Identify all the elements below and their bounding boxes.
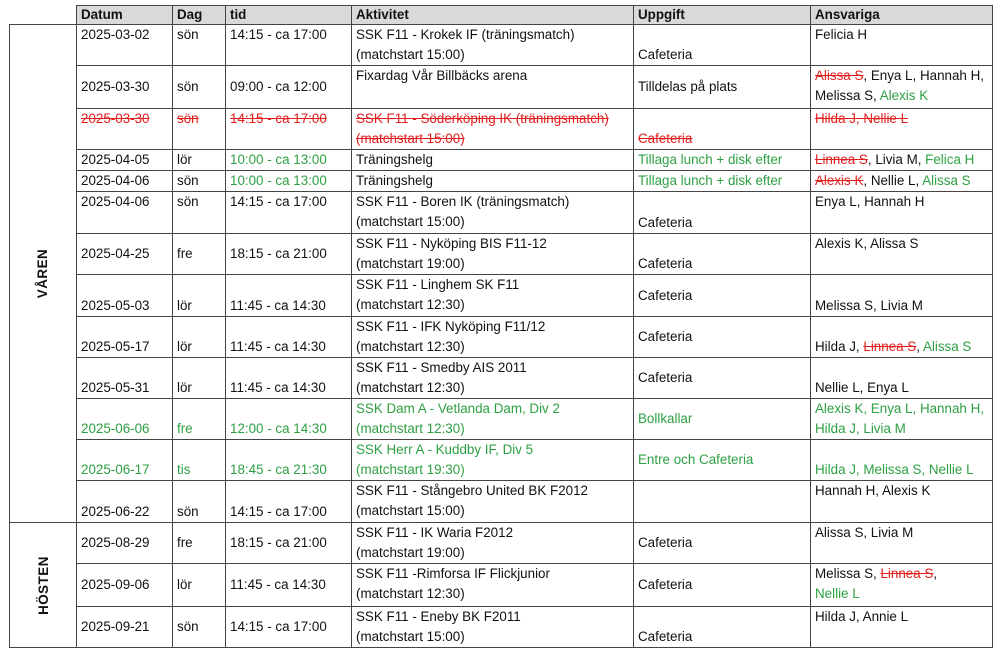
activity-line: (matchstart 19:00) [356,256,465,271]
date-cell: 2025-04-06 [77,192,173,234]
activity-line: SSK Herr A - Kuddby IF, Div 5 [356,442,534,457]
task-cell: Cafeteria [634,564,811,607]
task-cell: Cafeteria [634,607,811,648]
person-name: Linnea S [880,566,934,581]
task-cell: Bollkallar [634,399,811,440]
person-name: Hilda J, Nellie L [815,111,909,126]
task-cell: Cafeteria [634,358,811,399]
time-cell: 18:45 - ca 21:30 [226,440,352,481]
day-cell: lör [173,150,226,171]
day-cell: sön [173,171,226,192]
responsible-line [815,399,988,419]
activity-cell [352,440,634,481]
activity-cell [352,399,634,440]
task-cell: Cafeteria [634,275,811,317]
date-cell: 2025-09-06 [77,564,173,607]
task-cell: Cafeteria [634,192,811,234]
time-cell: 10:00 - ca 13:00 [226,150,352,171]
time-cell: 14:15 - ca 17:00 [226,481,352,523]
table-row [10,523,993,564]
activity-line: (matchstart 12:30) [356,586,465,601]
activity-line: SSK F11 - IFK Nyköping F11/12 [356,319,546,334]
day-cell: lör [173,317,226,358]
person-name: Hilda J, Livia M [815,421,906,436]
date-cell: 2025-05-31 [77,358,173,399]
activity-cell [352,564,634,607]
table-row [10,564,993,607]
activity-line: SSK F11 - Stångebro United BK F2012 [356,483,588,498]
responsible-cell [811,66,993,109]
table-row [10,481,993,523]
person-name: , [933,566,938,581]
activity-line: (matchstart 15:00) [356,629,465,644]
table-row [10,150,993,171]
activity-line: (matchstart 19:30) [356,462,465,477]
header-corner [10,6,77,25]
person-name: , [916,339,923,354]
day-cell: sön [173,66,226,109]
task-cell: Cafeteria [634,317,811,358]
responsible-line [815,419,988,439]
date-cell: 2025-05-03 [77,275,173,317]
person-name: Felica H [925,152,975,167]
responsible-cell [811,481,993,523]
activity-line: (matchstart 15:00) [356,131,465,146]
task-cell: Tilldelas på plats [634,66,811,109]
person-name: Alissa S [922,339,972,354]
day-cell: sön [173,192,226,234]
day-cell: fre [173,234,226,275]
time-cell: 18:15 - ca 21:00 [226,234,352,275]
day-cell: lör [173,358,226,399]
time-cell: 14:15 - ca 17:00 [226,607,352,648]
activity-line: SSK F11 -Rimforsa IF Flickjunior [356,566,550,581]
responsible-cell [811,399,993,440]
responsible-cell [811,109,993,150]
day-cell: fre [173,523,226,564]
activity-line: SSK F11 - Eneby BK F2011 [356,609,521,624]
task-cell [634,481,811,523]
header-aktivitet: Aktivitet [352,6,634,25]
table-row [10,25,993,66]
person-name: Alexis K [815,173,864,188]
responsible-line [815,25,988,45]
person-name: Enya L, Hannah H [815,194,925,209]
table-row [10,171,993,192]
responsible-cell [811,234,993,275]
person-name: Alissa S, Livia M [815,525,914,540]
activity-line: SSK F11 - Nyköping BIS F11-12 [356,236,547,251]
day-cell: lör [173,564,226,607]
responsible-line [815,192,988,212]
activity-cell [352,109,634,150]
person-name: Alexis K [879,88,929,103]
activity-cell [352,66,634,109]
responsible-line [815,66,988,86]
responsible-cell [811,440,993,481]
time-cell: 11:45 - ca 14:30 [226,564,352,607]
activity-line: SSK F11 - Smedby AIS 2011 [356,360,527,375]
table-row [10,358,993,399]
activity-line: SSK F11 - IK Waria F2012 [356,525,514,540]
responsible-cell [811,192,993,234]
responsible-cell [811,317,993,358]
season-cell [10,523,77,648]
header-ansvariga: Ansvariga [811,6,993,25]
activity-line: (matchstart 15:00) [356,47,465,62]
responsible-cell [811,171,993,192]
person-name: Melissa S, [815,88,880,103]
person-name: Melissa S, [815,566,881,581]
table-row [10,317,993,358]
person-name: Nellie L [815,586,860,601]
date-cell: 2025-06-17 [77,440,173,481]
activity-cell [352,358,634,399]
activity-line: (matchstart 12:30) [356,297,465,312]
table-row [10,607,993,648]
schedule-table [9,5,993,648]
responsible-line [815,337,988,357]
day-cell: sön [173,607,226,648]
time-cell: 11:45 - ca 14:30 [226,275,352,317]
activity-line: SSK F11 - Söderköping IK (träningsmatch) [356,111,609,126]
responsible-line [815,234,988,254]
header-tid: tid [226,6,352,25]
activity-cell [352,607,634,648]
time-cell: 12:00 - ca 14:30 [226,399,352,440]
responsible-cell [811,523,993,564]
time-cell: 14:15 - ca 17:00 [226,192,352,234]
day-cell: sön [173,25,226,66]
date-cell: 2025-03-02 [77,25,173,66]
activity-line: (matchstart 12:30) [356,380,465,395]
table-row [10,234,993,275]
person-name: Hannah H, Alexis K [815,483,931,498]
day-cell: fre [173,399,226,440]
season-cell [10,25,77,523]
time-cell: 14:15 - ca 17:00 [226,25,352,66]
table-row [10,109,993,150]
activity-cell [352,275,634,317]
table-row [10,275,993,317]
time-cell: 09:00 - ca 12:00 [226,66,352,109]
person-name: Alissa S [815,68,864,83]
responsible-line [815,150,988,170]
day-cell: tis [173,440,226,481]
person-name: , Nellie L, [863,173,923,188]
activity-line: (matchstart 12:30) [356,421,465,436]
task-cell: Tillaga lunch + disk efter [634,150,811,171]
day-cell: sön [173,481,226,523]
time-cell: 14:15 - ca 17:00 [226,109,352,150]
task-cell: Cafeteria [634,523,811,564]
responsible-line [815,523,988,543]
header-row [10,6,993,25]
task-cell: Cafeteria [634,25,811,66]
date-cell: 2025-03-30 [77,66,173,109]
activity-line: SSK F11 - Krokek IF (träningsmatch) [356,27,575,42]
header-uppgift: Uppgift [634,6,811,25]
date-cell: 2025-04-05 [77,150,173,171]
person-name: , Enya L, Hannah H, [863,68,984,83]
person-name: Alexis K, Enya L, Hannah H, [815,401,984,416]
activity-cell [352,481,634,523]
activity-line: (matchstart 19:00) [356,545,465,560]
person-name: Linnea S [863,339,917,354]
responsible-line [815,378,988,398]
activity-line: (matchstart 12:30) [356,339,465,354]
activity-line: (matchstart 15:00) [356,214,465,229]
responsible-line [815,481,988,501]
person-name: Nellie L, Enya L [815,380,909,395]
responsible-line [815,584,988,604]
activity-line: SSK Dam A - Vetlanda Dam, Div 2 [356,401,560,416]
responsible-cell [811,358,993,399]
person-name: , Livia M, [867,152,926,167]
activity-line: SSK F11 - Linghem SK F11 [356,277,520,292]
season-label: HÖSTEN [35,555,51,615]
responsible-cell [811,607,993,648]
task-cell: Tillaga lunch + disk efter [634,171,811,192]
person-name: Alexis K, Alissa S [815,236,919,251]
date-cell: 2025-05-17 [77,317,173,358]
responsible-line [815,607,988,627]
table-row [10,399,993,440]
activity-cell [352,150,634,171]
time-cell: 18:15 - ca 21:00 [226,523,352,564]
person-name: Linnea S [815,152,868,167]
date-cell: 2025-03-30 [77,109,173,150]
person-name: Hilda J, Annie L [815,609,909,624]
responsible-cell [811,275,993,317]
table-header [10,6,993,25]
responsible-line [815,460,988,480]
person-name: Melissa S, Livia M [815,298,923,313]
date-cell: 2025-06-22 [77,481,173,523]
person-name: Alissa S [922,173,971,188]
time-cell: 11:45 - ca 14:30 [226,358,352,399]
person-name: Hilda J, [815,339,864,354]
time-cell: 11:45 - ca 14:30 [226,317,352,358]
date-cell: 2025-04-25 [77,234,173,275]
activity-cell [352,171,634,192]
activity-cell [352,317,634,358]
responsible-line [815,171,988,191]
responsible-line [815,564,988,584]
activity-cell [352,523,634,564]
responsible-cell [811,150,993,171]
activity-cell [352,234,634,275]
table-row [10,66,993,109]
task-cell: Cafeteria [634,234,811,275]
date-cell: 2025-06-06 [77,399,173,440]
responsible-line [815,86,988,106]
table-row [10,440,993,481]
task-cell: Cafeteria [634,109,811,150]
activity-line: SSK F11 - Boren IK (träningsmatch) [356,194,570,209]
date-cell: 2025-09-21 [77,607,173,648]
activity-cell [352,192,634,234]
person-name: Felicia H [815,27,868,42]
date-cell: 2025-04-06 [77,171,173,192]
activity-cell [352,25,634,66]
responsible-line [815,109,988,129]
header-datum: Datum [77,6,173,25]
responsible-cell [811,25,993,66]
activity-line: Träningshelg [356,173,433,188]
activity-line: Träningshelg [356,152,433,167]
date-cell: 2025-08-29 [77,523,173,564]
responsible-line [815,296,988,316]
season-label: VÅREN [35,248,51,299]
time-cell: 10:00 - ca 13:00 [226,171,352,192]
header-dag: Dag [173,6,226,25]
responsible-cell [811,564,993,607]
activity-line: Fixardag Vår Billbäcks arena [356,68,528,83]
day-cell: lör [173,275,226,317]
day-cell: sön [173,109,226,150]
task-cell: Entre och Cafeteria [634,440,811,481]
table-body [10,25,993,648]
table-row [10,192,993,234]
activity-line: (matchstart 15:00) [356,503,465,518]
person-name: Hilda J, Melissa S, Nellie L [815,462,974,477]
